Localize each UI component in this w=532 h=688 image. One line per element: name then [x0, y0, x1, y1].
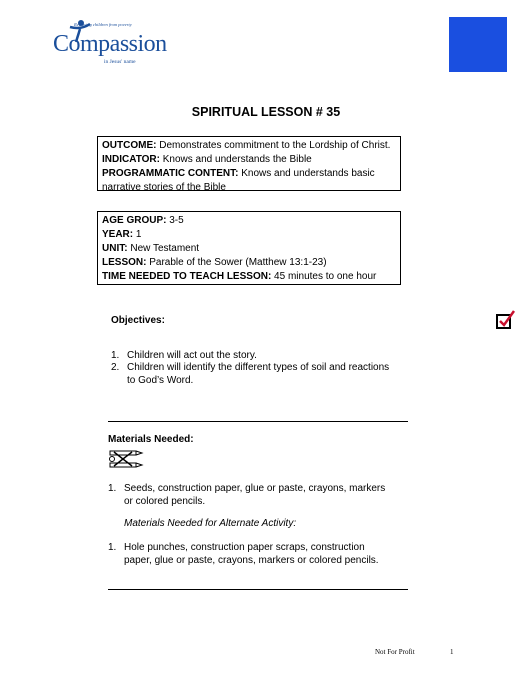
outcome-row [102, 139, 396, 153]
age-value: 3-5 [166, 215, 184, 226]
objectives-heading: Objectives: [111, 315, 165, 326]
indicator-row [102, 153, 396, 167]
logo-word: Compassion [53, 31, 167, 57]
materials-heading: Materials Needed: [108, 434, 194, 445]
alt-text-cont: paper, glue or paste, crayons, markers or colored pencils. [124, 555, 379, 566]
outcome-label: OUTCOME: [102, 140, 157, 151]
compassion-logo [52, 18, 167, 70]
alternate-materials-heading: Materials Needed for Alternate Activity: [124, 518, 297, 529]
indicator-label: INDICATOR: [102, 154, 160, 165]
outcome-box [97, 136, 401, 191]
objective-text: Children will identify the different types of soil and reactions [127, 362, 390, 373]
age-row [102, 214, 396, 228]
lesson-row [102, 256, 396, 270]
objective-text-cont: to God’s Word. [127, 375, 194, 386]
programmatic-label: PROGRAMMATIC CONTENT: [102, 168, 239, 179]
materials-item-1 [108, 482, 408, 508]
outcome-value: Demonstrates commitment to the Lordship of Christ. [156, 140, 391, 151]
unit-row [102, 242, 396, 256]
logo-subtitle: in Jesus' name [104, 59, 136, 65]
objective-num: 1. [111, 350, 120, 361]
programmatic-row [102, 167, 396, 181]
divider [108, 421, 408, 422]
unit-value: New Testament [127, 243, 200, 254]
materials-text-cont: or colored pencils. [124, 496, 206, 507]
lesson-info-box [97, 211, 401, 285]
alt-num: 1. [108, 542, 117, 553]
year-label: YEAR: [102, 229, 134, 240]
alternate-materials-item-1 [108, 541, 408, 567]
materials-num: 1. [108, 483, 117, 494]
programmatic-value: Knows and understands basic [238, 168, 375, 179]
page-number: 1 [450, 648, 454, 656]
objective-text: Children will act out the story. [127, 350, 257, 361]
footer-not-for-profit: Not For Profit [375, 648, 415, 656]
scissors-crayon-icon [108, 448, 144, 470]
time-label: TIME NEEDED TO TEACH LESSON: [102, 271, 272, 282]
objective-num: 2. [111, 362, 120, 373]
page-title: SPIRITUAL LESSON # 35 [191, 105, 341, 119]
lesson-label: LESSON: [102, 257, 147, 268]
blue-accent-block [449, 17, 507, 72]
objective-item-2 [111, 361, 411, 387]
unit-label: UNIT: [102, 243, 128, 254]
checkbox-checked-icon [496, 310, 516, 330]
age-label: AGE GROUP: [102, 215, 167, 226]
lesson-value: Parable of the Sower (Matthew 13:1-23) [146, 257, 327, 268]
time-row [102, 270, 396, 284]
year-value: 1 [133, 229, 142, 240]
divider [108, 589, 408, 590]
alt-text: Hole punches, construction paper scraps, construction [124, 542, 365, 553]
year-row [102, 228, 396, 242]
programmatic-row-2: narrative stories of the Bible [102, 182, 226, 193]
time-value: 45 minutes to one hour [271, 271, 377, 282]
indicator-value: Knows and understands the Bible [159, 154, 312, 165]
logo-tagline: Releasing children from poverty [74, 22, 132, 27]
materials-text: Seeds, construction paper, glue or paste, crayons, markers [124, 483, 386, 494]
